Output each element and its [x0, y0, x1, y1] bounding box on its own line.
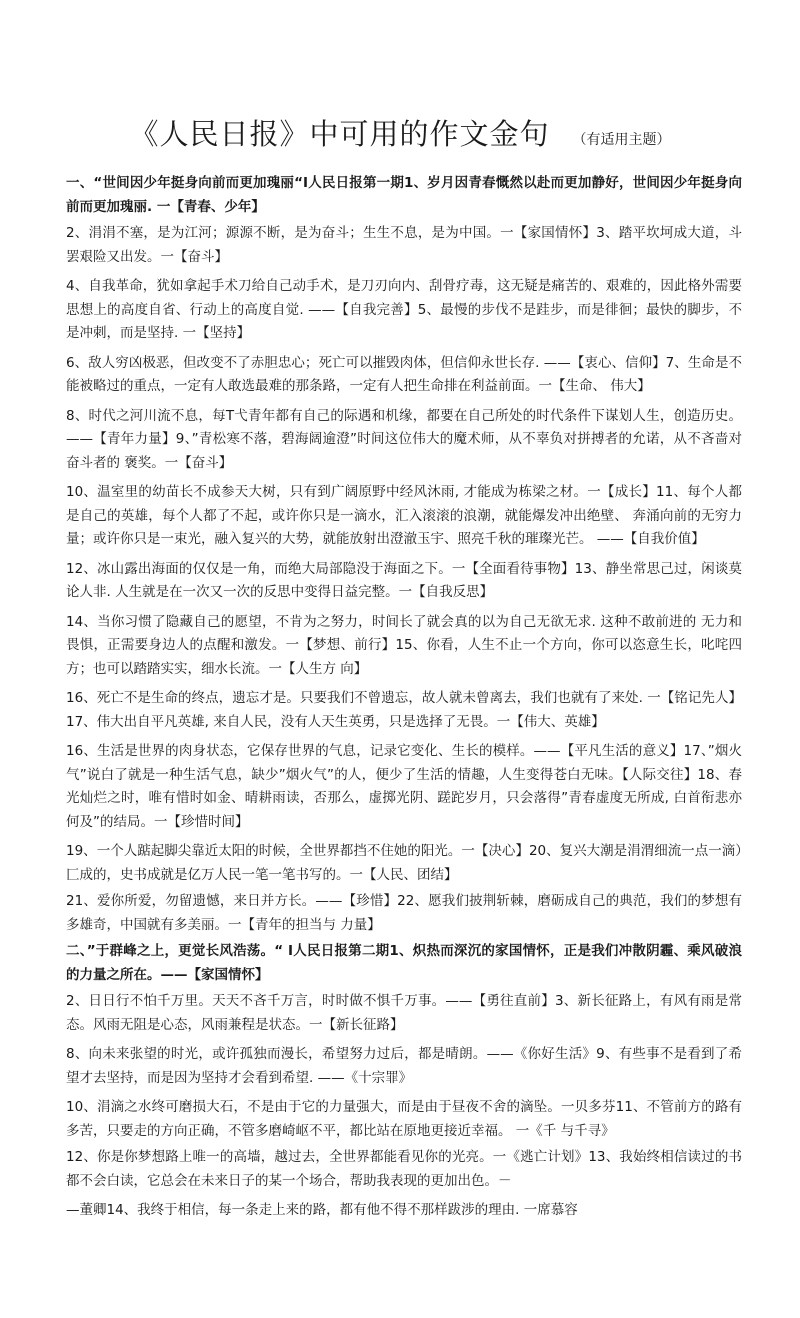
- document-title: 《人民日报》中可用的作文金句: [129, 117, 550, 151]
- body-paragraph: 10、涓滴之水终可磨损大石，不是由于它的力量强大，而是由于昼夜不舍的滴坠。一贝多芬11、不管前方的路有多苦，只要走的方向正确，不管多磨崎岖不平，都比站在原地更接近幸福。 一《千 与千寻》: [66, 1099, 742, 1139]
- body-paragraph: 4、自我革命，犹如拿起手术刀给自己动手术，是刀刃向内、刮骨疗毒，这无疑是痛苦的、艰难的，因此格外需要思想上的高度自省、行动上的高度自觉. ——【自我完善】5、最慢的步伐不是跬步，而是徘徊；最快的脚步，不是冲刺，而是坚持. 一【坚持】: [66, 278, 742, 341]
- body-paragraph: 12、你是你梦想路上唯一的高墙，越过去，全世界都能看见你的光亮。一《逃亡计划》13、我始终相信读过的书都不会白读，它总会在未来日子的某一个场合，帮助我表现的更加出色。－: [66, 1149, 742, 1189]
- body-paragraph: 2、日日行不怕千万里。天天不吝千万言，时时做不惧千万事。——【勇往直前】3、新长征路上，有风有雨是常态。风雨无阻是心态，风雨兼程是状态。一【新长征路】: [66, 993, 742, 1033]
- body-paragraph: —董卿14、我终于相信，每一条走上来的路，都有他不得不那样跋涉的理由. 一席慕容: [66, 1202, 578, 1218]
- title-row: [0, 112, 800, 153]
- body-paragraph: 12、冰山露出海面的仅仅是一角，而绝大局部隐没于海面之下。一【全面看待事物】13、静坐常思己过，闲谈莫论人非. 人生就是在一次又一次的反思中变得日益完整。一【自我反思】: [66, 560, 742, 600]
- section-heading: 二、”于群峰之上，更觉长风浩荡。“ I人民日报第二期1、炽热而深沉的家国情怀，正是我们冲散阴霾、乘风破浪的力量之所在。——【家国情怀】: [66, 943, 742, 983]
- body-paragraph: 16、生活是世界的肉身状态，它保存世界的气息，记录它变化、生长的模样。——【平凡生活的意义】17、”烟火气”说白了就是一种生活气息，缺少”烟火气”的人，便少了生活的情趣，人生变得苍白无味。【人际交往】18、春光灿烂之时，唯有惜时如金、晴耕雨读，否那么，虚掷光阴、蹉跎岁月，只会落得”青春虚度无所成, 白首衔悲亦何及”的结局。一【珍惜时间】: [66, 743, 742, 830]
- body-paragraph: 2、涓涓不塞，是为江河；源源不断，是为奋斗；生生不息，是为中国。一【家国情怀】3、踏平坎坷成大道，斗罢艰险又出发。一【奋斗】: [66, 225, 742, 265]
- body-paragraph: 16、死亡不是生命的终点，遗忘才是。只要我们不曾遗忘，故人就未曾离去，我们也就有了来处. 一【铭记先人】17、伟大出自平凡英雄, 来自人民，没有人天生英勇，只是选择了无畏。一【伟大、英雄】: [66, 690, 742, 730]
- section-heading: 一、“世间因少年挺身向前而更加瑰丽“I人民日报第一期1、岁月因青春慨然以赴而更加静好，世间因少年挺身向前而更加瑰丽. 一【青春、少年】: [66, 175, 742, 215]
- body-paragraph: 10、温室里的幼苗长不成参天大树，只有到广阔原野中经风沐雨, 才能成为栋梁之材。一【成长】11、每个人都是自己的英雄，每个人都了不起，或许你只是一滴水，汇入滚滚的浪潮，就能爆发冲出绝壁、 奔涌向前的无穷力量；或许你只是一束光，融入复兴的大势，就能放射出澄澈玉宇、照亮千秋的璀璨光芒。 ——【自我价值】: [66, 484, 742, 547]
- document-subtitle: （有适用主题）: [572, 132, 671, 148]
- body-paragraph: 8、时代之河川流不息，每T弋青年都有自己的际遇和机缘，都要在自己所处的时代条件下谋划人生，创造历史。——【青年力量】9、”青松寒不落，碧海阔逾澄”时间这位伟大的魔术师，从不辜负对拼搏者的允诺，从不吝啬对奋斗者的 褒奖。一【奋斗】: [66, 407, 742, 471]
- body-paragraph: 19、一个人踮起脚尖靠近太阳的时候，全世界都挡不住她的阳光。一【决心】20、复兴大潮是涓渭细流一点一滴）匚成的，史书成就是亿万人民一笔一笔书写的。一【人民、团结】: [66, 843, 742, 883]
- document-body: [66, 172, 742, 1226]
- body-paragraph: 14、当你习惯了隐藏自己的愿望，不肯为之努力，时间长了就会真的以为自己无欲无求. 这种不敢前进的 无力和畏惧，正需要身边人的点醒和激发。一【梦想、前行】15、你看，人生不止一个方向，你可以恣意生长，叱咤四方；也可以踏踏实实，细水长流。一【人生方 向】: [66, 613, 742, 677]
- body-paragraph: 6、敌人穷凶极恶，但改变不了赤胆忠心；死亡可以摧毁肉体，但信仰永世长存. ——【衷心、信仰】7、生命是不能被略过的重点，一定有人敢选最难的那条路，一定有人把生命排在利益前面。一【生命、 伟大】: [66, 354, 742, 394]
- body-paragraph: 8、向未来张望的时光，或许孤独而漫长，希望努力过后，都是晴朗。——《你好生活》9、有些事不是看到了希望才去坚持，而是因为坚持才会看到希望. ——《十宗罪》: [66, 1046, 742, 1086]
- body-paragraph: 21、爱你所爱，勿留遗憾，来日并方长。——【珍惜】22、愿我们披荆斩棘，磨砺成自己的典范，我们的梦想有多雄奇，中国就有多美丽。一【青年的担当与 力量】: [66, 893, 742, 933]
